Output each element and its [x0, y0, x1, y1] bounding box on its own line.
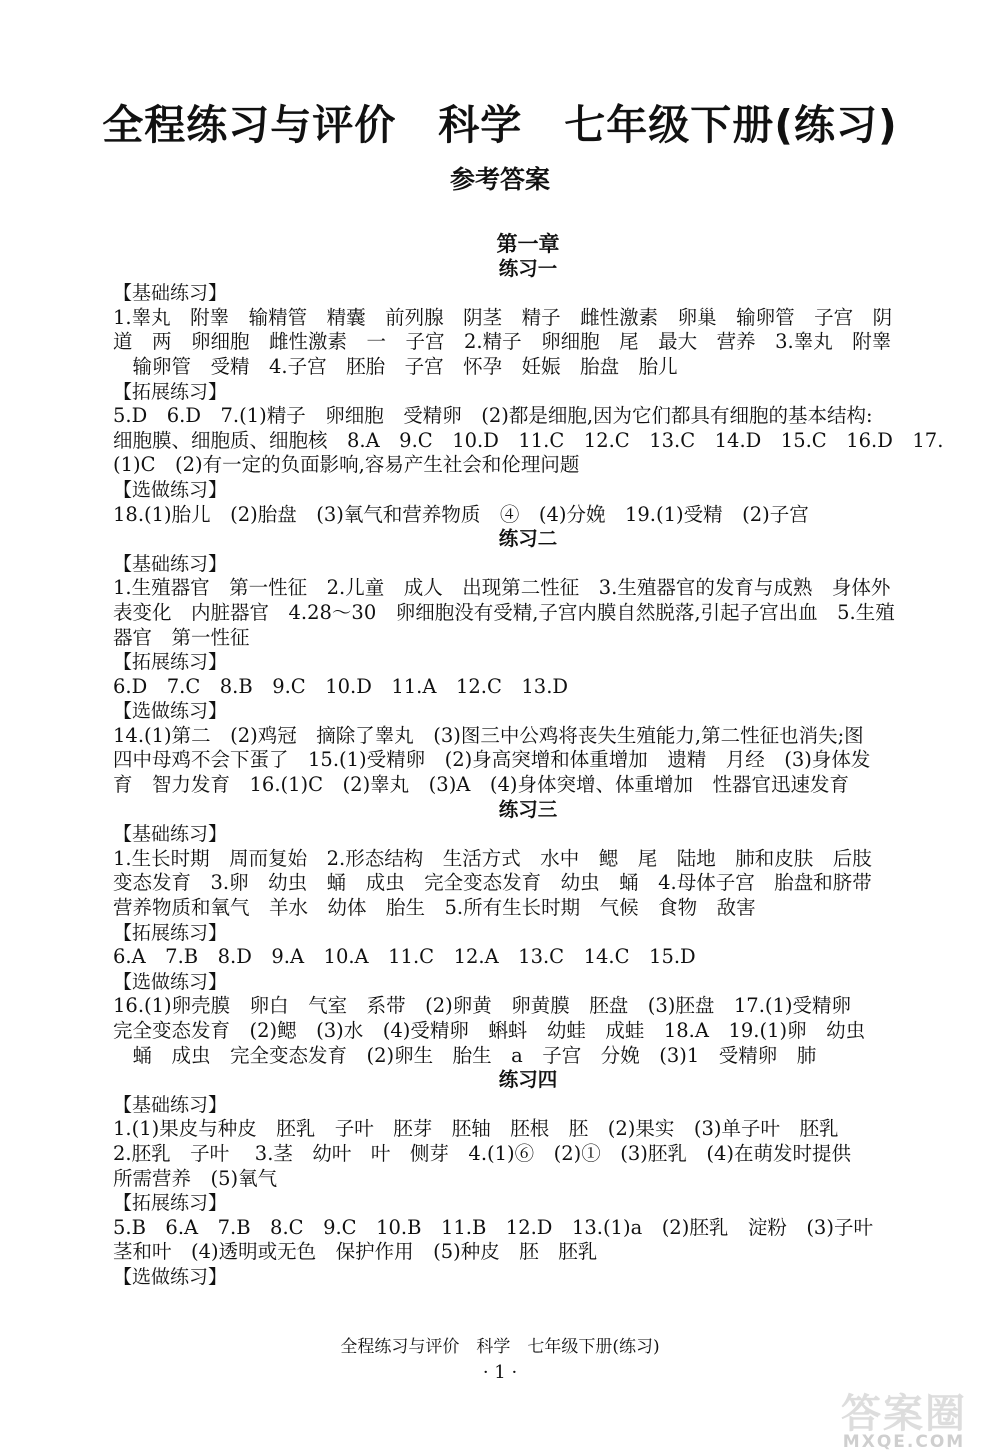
exercise-heading: 练习三	[498, 797, 558, 821]
section-label: 【选做练习】	[113, 970, 228, 993]
section-label: 【拓展练习】	[113, 380, 228, 403]
answer-content	[113, 232, 943, 1290]
answer-line: 四中母鸡不会下蛋了 15.(1)受精卵 (2)身高突增和体重增加 遗精 月经 (3)身体发	[113, 748, 871, 772]
answer-line: 1.生殖器官 第一性征 2.儿童 成人 出现第二性征 3.生殖器官的发育与成熟 身体外	[113, 576, 891, 600]
watermark-logo: 答案圈	[841, 1391, 967, 1437]
section-label: 【基础练习】	[113, 282, 228, 305]
answer-line: 5.D 6.D 7.(1)精子 卵细胞 受精卵 (2)都是细胞,因为它们都具有细胞的基本结构:	[113, 404, 873, 428]
section-label: 【基础练习】	[113, 1093, 228, 1116]
section-label: 【拓展练习】	[113, 921, 228, 944]
answer-line: 所需营养 (5)氧气	[113, 1166, 278, 1190]
page-subtitle: 参考答案	[449, 165, 550, 194]
section-label: 【基础练习】	[113, 552, 228, 575]
section-label: 【选做练习】	[113, 1265, 228, 1288]
answer-line: (1)C (2)有一定的负面影响,容易产生社会和伦理问题	[113, 453, 580, 477]
answer-line: 茎和叶 (4)透明或无色 保护作用 (5)种皮 胚 胚乳	[113, 1240, 598, 1264]
answer-line: 细胞膜、细胞质、细胞核 8.A 9.C 10.D 11.C 12.C 13.C 14.D 15.C 16.D 17.	[113, 428, 944, 452]
answer-line: 育 智力发育 16.(1)C (2)睾丸 (3)A (4)身体突增、体重增加 性器官迅速发育	[113, 773, 850, 797]
footer-title: 全程练习与评价 科学 七年级下册(练习)	[340, 1337, 660, 1357]
answer-line: 6.A 7.B 8.D 9.A 10.A 11.C 12.A 13.C 14.C 15.D	[113, 945, 696, 969]
answer-line: 变态发育 3.卵 幼虫 蛹 成虫 完全变态发育 幼虫 蛹 4.母体子宫 胎盘和脐带	[113, 871, 872, 895]
section-label: 【基础练习】	[113, 823, 228, 846]
answer-line: 道 两 卵细胞 雌性激素 一 子宫 2.精子 卵细胞 尾 最大 营养 3.睾丸 附睾	[113, 330, 892, 354]
exercise-heading: 练习四	[498, 1068, 558, 1092]
watermark	[814, 1392, 994, 1452]
answer-line: 2.胚乳 子叶 3.茎 幼叶 叶 侧芽 4.(1)⑥ (2)① (3)胚乳 (4)在萌发时提供	[113, 1141, 852, 1165]
section-label: 【拓展练习】	[113, 651, 228, 674]
answer-line: 16.(1)卵壳膜 卵白 气室 系带 (2)卵黄 卵黄膜 胚盘 (3)胚盘 17.(1)受精卵	[113, 994, 852, 1018]
answer-line: 输卵管 受精 4.子宫 胚胎 子宫 怀孕 妊娠 胎盘 胎儿	[113, 354, 678, 378]
page-number: · 1 ·	[482, 1362, 518, 1383]
answer-line: 1.睾丸 附睾 输精管 精囊 前列腺 阴茎 精子 雌性激素 卵巢 输卵管 子宫 阴	[113, 305, 893, 329]
answer-line: 5.B 6.A 7.B 8.C 9.C 10.B 11.B 12.D 13.(1)a (2)胚乳 淀粉 (3)子叶	[113, 1215, 873, 1239]
section-label: 【拓展练习】	[113, 1192, 228, 1215]
answer-line: 器官 第一性征	[113, 625, 250, 649]
section-label: 【选做练习】	[113, 700, 228, 723]
answer-line: 完全变态发育 (2)鳃 (3)水 (4)受精卵 蝌蚪 幼蛙 成蛙 18.A 19.(1)卵 幼虫	[113, 1019, 866, 1042]
answer-line: 表变化 内脏器官 4.28～30 卵细胞没有受精,子宫内膜自然脱落,引起子宫出血 5.生殖	[113, 600, 895, 624]
exercise-heading: 练习一	[498, 256, 558, 280]
answer-line: 6.D 7.C 8.B 9.C 10.D 11.A 12.C 13.D	[113, 674, 569, 698]
answer-line: 营养物质和氧气 羊水 幼体 胎生 5.所有生长时期 气候 食物 敌害	[113, 896, 756, 920]
chapter-heading: 第一章	[496, 232, 560, 256]
section-label: 【选做练习】	[113, 478, 228, 501]
answer-line: 18.(1)胎儿 (2)胎盘 (3)氧气和营养物质 ④ (4)分娩 19.(1)受精 (2)子宫	[113, 502, 809, 526]
exercise-heading: 练习二	[498, 527, 558, 551]
watermark-url: MXQE.COM	[842, 1432, 966, 1452]
answer-line: 1.(1)果皮与种皮 胚乳 子叶 胚芽 胚轴 胚根 胚 (2)果实 (3)单子叶 胚乳	[113, 1117, 839, 1141]
answer-line: 1.生长时期 周而复始 2.形态结构 生活方式 水中 鳃 尾 陆地 肺和皮肤 后肢	[113, 846, 872, 870]
answer-line: 14.(1)第二 (2)鸡冠 摘除了睾丸 (3)图三中公鸡将丧失生殖能力,第二性征也消失;图	[113, 723, 864, 747]
page-title: 全程练习与评价 科学 七年级下册(练习)	[102, 101, 898, 149]
answer-line: 蛹 成虫 完全变态发育 (2)卵生 胎生 a 子宫 分娩 (3)1 受精卵 肺	[113, 1043, 817, 1067]
